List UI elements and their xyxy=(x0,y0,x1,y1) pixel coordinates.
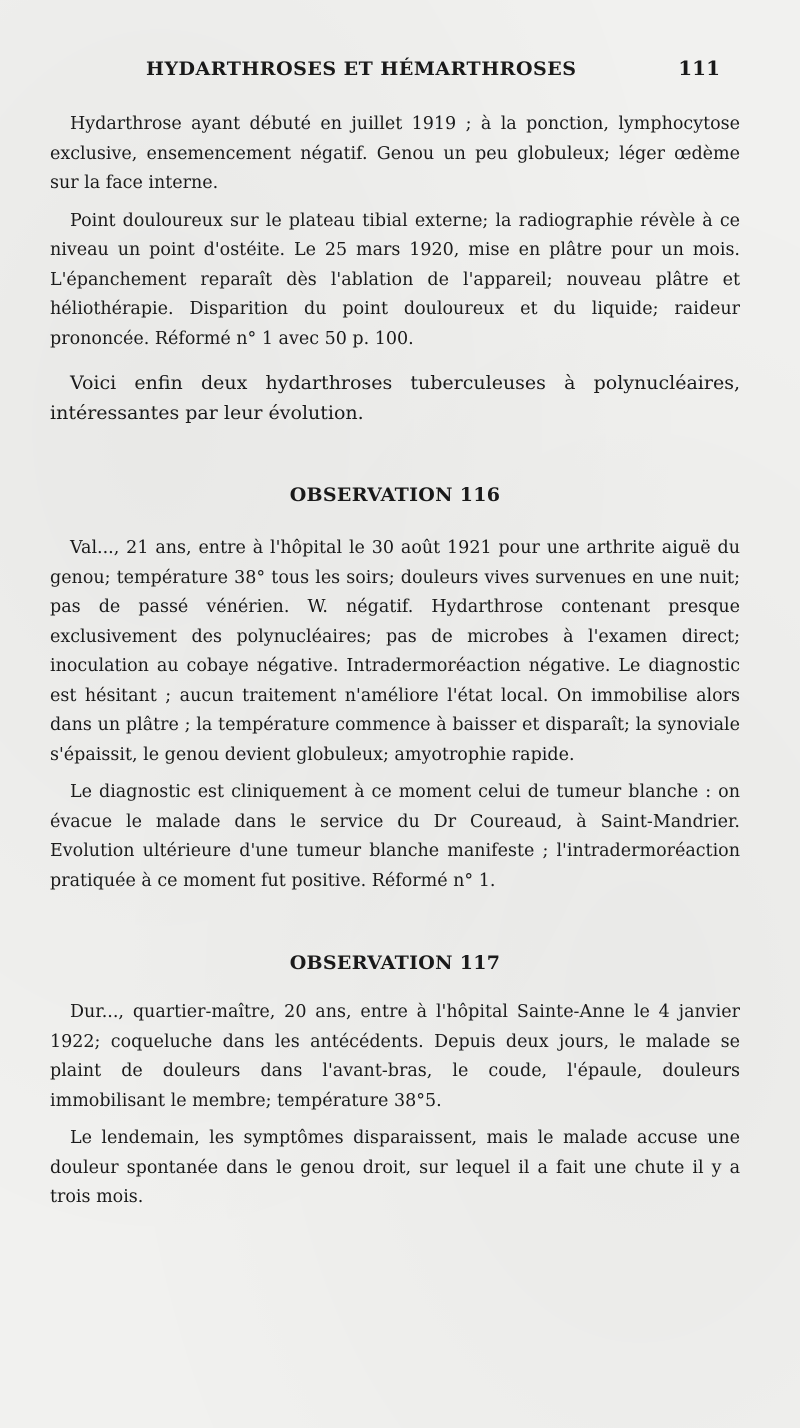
page-body xyxy=(50,110,740,1213)
intro-paragraph: Point douloureux sur le plateau tibial externe; la radiographie révèle à ce niveau un point d'ostéite. Le 25 mars 1920, mise en plâtre pour un mois. L'épanchement reparaît dès l'ablation de l'appareil; nouveau plâtre et héliothérapie. Disparition du point douloureux et du liquide; raideur prononcée. Réformé n° 1 avec 50 p. 100. xyxy=(50,210,740,349)
observation-117-paragraph: Dur..., quartier-maître, 20 ans, entre à l'hôpital Sainte-Anne le 4 janvier 1922; coqueluche dans les antécédents. Depuis deux jours, le malade se plaint de douleurs dans l'avant-bras, le coude, l'épaule, douleurs immobilisant le membre; température 38°5. xyxy=(50,1002,740,1111)
running-head xyxy=(60,58,720,86)
running-title: HYDARTHROSES ET HÉMARTHROSES xyxy=(146,58,577,80)
observation-116-paragraph: Val..., 21 ans, entre à l'hôpital le 30 août 1921 pour une arthrite aiguë du genou; température 38° tous les soirs; douleurs vives survenues en une nuit; pas de passé vénérien. W. négatif. Hydarthrose contenant presque exclusivement des polynucléaires; pas de microbes à l'examen direct; inoculation au cobaye négative. Intradermoréaction négative. Le diagnostic est hésitant ; aucun traitement n'améliore l'état local. On immobilise alors dans un plâtre ; la température commence à baisser et disparaît; la synoviale s'épaissit, le genou devient globuleux; amyotrophie rapide. xyxy=(50,538,740,765)
observation-117-paragraph: Le lendemain, les symptômes disparaissent, mais le malade accuse une douleur spontanée dans le genou droit, sur lequel il a fait une chute il y a trois mois. xyxy=(50,1128,740,1207)
intro-paragraph: Voici enfin deux hydarthroses tuberculeuses à polynucléaires, intéressantes par leur évolution. xyxy=(50,372,740,424)
intro-paragraph: Hydarthrose ayant débuté en juillet 1919 ; à la ponction, lymphocytose exclusive, ensemencement négatif. Genou un peu globuleux; léger œdème sur la face interne. xyxy=(50,114,740,193)
page-number: 111 xyxy=(678,56,720,80)
observation-117-title: OBSERVATION 117 xyxy=(289,952,501,974)
observation-116-title: OBSERVATION 116 xyxy=(289,484,501,506)
observation-116-paragraph: Le diagnostic est cliniquement à ce moment celui de tumeur blanche : on évacue le malade dans le service du Dr Coureaud, à Saint-Mandrier. Evolution ultérieure d'une tumeur blanche manifeste ; l'intradermoréaction pratiquée à ce moment fut positive. Réformé n° 1. xyxy=(50,782,740,891)
